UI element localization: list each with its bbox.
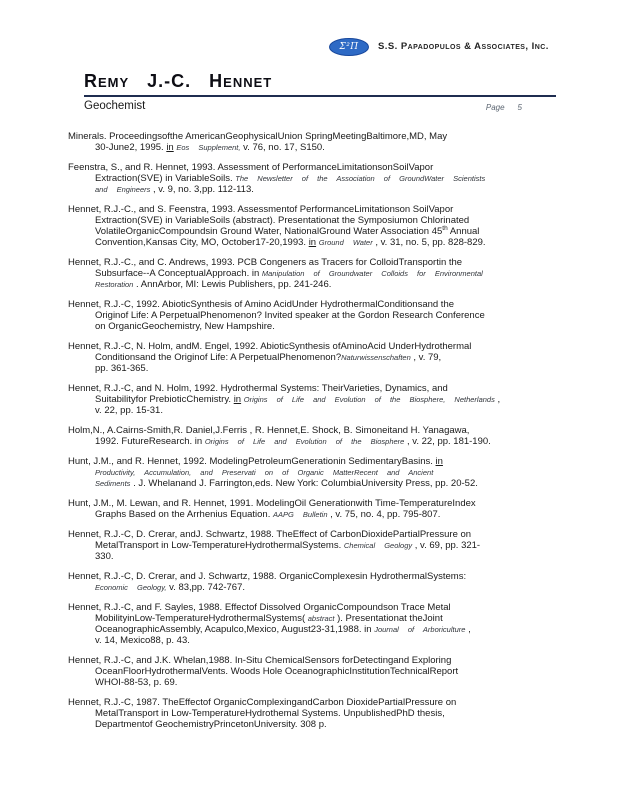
reference-line — [68, 509, 556, 520]
reference-entry — [68, 131, 556, 153]
reference-text-segment: 1992. FutureResearch. in — [95, 436, 205, 447]
reference-text-segment: , v. 69, pp. 321- — [412, 540, 481, 551]
reference-text-segment: Hennet, R.J.-C, N. Holm, andM. Engel, 1992. AbioticSynthesis ofAminoAcid UnderHydrothermal — [68, 341, 472, 352]
reference-text-segment: v. 83,pp. 742-767. — [166, 582, 246, 593]
reference-line — [68, 613, 556, 624]
reference-line — [68, 635, 556, 646]
reference-line — [68, 602, 556, 613]
reference-text-segment: in — [233, 394, 242, 405]
logo-sigma-pi-text: Σ²Π — [339, 41, 359, 52]
reference-text-segment: Originof Life: A PerpetualPhenomenon? Invited speaker at the Gordon Research Conference — [95, 310, 485, 321]
reference-line — [68, 551, 556, 562]
reference-entry — [68, 456, 556, 489]
company-logo-icon — [329, 38, 369, 56]
reference-text-segment: , v. 31, no. 5, pp. 828-829. — [372, 237, 486, 248]
reference-line — [68, 226, 556, 237]
reference-text-segment: Hennet, R.J.-C., and C. Andrews, 1993. PCB Congeners as Tracers for ColloidTransportin the — [68, 257, 463, 268]
reference-text-segment: Annual — [447, 226, 480, 237]
reference-text-segment: Suitabilityfor PrebioticChemistry. — [95, 394, 234, 405]
reference-entry — [68, 299, 556, 332]
reference-text-segment: Extraction(SVE) in VariableSoils. — [95, 173, 236, 184]
reference-text-segment: . J. Whelanand J. Farrington,eds. New York: ColumbiaUniversity Press, pp. 20-52. — [130, 478, 478, 489]
reference-line — [68, 184, 556, 195]
company-name: S.S. Papadopulos & Associates, Inc. — [378, 41, 549, 52]
reference-text-segment: Hennet, R.J.-C, 1987. TheEffectof OrganicComplexingandCarbon DioxidePartialPressure on — [68, 697, 457, 708]
reference-line — [68, 394, 556, 405]
reference-entry — [68, 162, 556, 195]
reference-line — [68, 299, 556, 310]
reference-text-segment: Feenstra, S., and R. Hennet, 1993. Assessment of PerformanceLimitationsonSoilVapor — [68, 162, 434, 173]
reference-text-segment: 30-June2, 1995. — [95, 142, 167, 153]
reference-entry — [68, 571, 556, 593]
reference-line — [68, 363, 556, 374]
company-header — [329, 37, 549, 56]
reference-text-segment: , v. 9, no. 3,pp. 112-113. — [150, 184, 254, 195]
reference-text-segment: Origins of Life and Evolution of the Biosphere — [204, 437, 405, 446]
reference-text-segment: pp. 361-365. — [95, 363, 149, 374]
reference-line — [68, 257, 556, 268]
reference-entry — [68, 529, 556, 562]
reference-text-segment: Extraction(SVE) in VariableSoils (abstract). Presentationat the Symposiumon Chlorinated — [95, 215, 470, 226]
reference-text-segment: MetalTransport in Low-TemperatureHydrothermalSystems. — [95, 540, 344, 551]
reference-text-segment: Convention,Kansas City, MO, October17-20,1993. — [95, 237, 309, 248]
reference-line — [68, 478, 556, 489]
reference-line — [68, 624, 556, 635]
page-indicator — [486, 103, 522, 112]
reference-line — [68, 425, 556, 436]
reference-text-segment: AAPG Bulletin — [272, 510, 328, 519]
reference-text-segment: Hunt, J.M., and R. Hennet, 1992. ModelingPetroleumGenerationin SedimentaryBasins. — [68, 456, 436, 467]
reference-text-segment: in — [435, 456, 443, 467]
reference-text-segment: in — [308, 237, 317, 248]
reference-text-segment: Hunt, J.M., M. Lewan, and R. Hennet, 1991. ModelingOil Generationwith Time-TemperatureIndex — [68, 498, 476, 509]
reference-text-segment: 330. — [95, 551, 114, 562]
reference-text-segment: , — [465, 624, 471, 635]
reference-text-segment: and Engineers — [95, 185, 151, 194]
reference-text-segment: Hennet, R.J.-C, 1992. AbioticSynthesis of Amino AcidUnder HydrothermalConditionsand the — [68, 299, 455, 310]
reference-text-segment: , v. 22, pp. 181-190. — [404, 436, 491, 447]
reference-text-segment: MobilityinLow-TemperatureHydrothermalSystems( — [95, 613, 308, 624]
reference-text-segment: OceanographicAssembly, Acapulco,Mexico, August23-31,1988. in — [95, 624, 375, 635]
reference-line — [68, 268, 556, 279]
reference-entry — [68, 655, 556, 688]
reference-text-segment: VolatileOrganicCompoundsin Ground Water, NationalGround Water Association 45 — [95, 226, 443, 237]
reference-text-segment: , v. 75, no. 4, pp. 795-807. — [327, 509, 441, 520]
reference-line — [68, 571, 556, 582]
reference-text-segment: MetalTransport in Low-TemperatureHydrothemal Systems. UnpublishedPhD thesis, — [95, 708, 445, 719]
reference-line — [68, 529, 556, 540]
reference-text-segment: Hennet, R.J.-C, D. Crerar, andJ. Schwartz, 1988. TheEffect of CarbonDioxidePartialPressure on — [68, 529, 472, 540]
person-title: Geochemist — [84, 100, 146, 112]
reference-text-segment: in — [166, 142, 174, 153]
reference-line — [68, 321, 556, 332]
reference-line — [68, 352, 556, 363]
person-name-heading: Remy J.-C. Hennet — [84, 71, 273, 91]
reference-line — [68, 666, 556, 677]
reference-text-segment: v. 14, Mexico88, p. 43. — [95, 635, 190, 646]
reference-line — [68, 131, 556, 142]
reference-text-segment: Hennet, R.J.-C, and N. Holm, 1992. Hydrothermal Systems: TheirVarieties, Dynamics, and — [68, 383, 448, 394]
reference-text-segment: The Newsletter of the Association of GroundWater Scientists — [235, 174, 486, 183]
reference-text-segment: Chemical Geology — [343, 541, 413, 550]
reference-entry — [68, 257, 556, 290]
reference-text-segment: Conditionsand the Originof Life: A PerpetualPhenomenon? — [95, 352, 342, 363]
reference-text-segment: Manipulation of Groundwater Colloids for Environmental — [261, 269, 483, 278]
reference-line — [68, 341, 556, 352]
reference-text-segment: th — [442, 224, 448, 232]
reference-line — [68, 467, 556, 478]
reference-text-segment: Hennet, R.J.-C, and F. Sayles, 1988. Effectof Dissolved OrganicCompoundson Trace Metal — [68, 602, 451, 613]
reference-line — [68, 708, 556, 719]
reference-text-segment: on OrganicGeochemistry, New Hampshire. — [95, 321, 275, 332]
reference-line — [68, 279, 556, 290]
reference-text-segment: Naturwissenschaften — [341, 353, 411, 362]
reference-text-segment: Hennet, R.J.-C, D. Crerar, and J. Schwartz, 1988. OrganicComplexesin HydrothermalSystems: — [68, 571, 467, 582]
reference-text-segment: Hennet, R.J.-C, and J.K. Whelan,1988. In-Situ ChemicalSensors forDetectingand Exploring — [68, 655, 452, 666]
reference-text-segment: ). Presentationat theJoint — [334, 613, 443, 624]
reference-text-segment: Origins of Life and Evolution of the Biosphere, Netherlands — [243, 395, 495, 404]
reference-text-segment: abstract — [307, 614, 335, 623]
reference-line — [68, 677, 556, 688]
reference-line — [68, 204, 556, 215]
page-number: 5 — [517, 103, 522, 112]
page-label: Page — [485, 103, 505, 112]
header-subtitle-row — [84, 100, 556, 112]
reference-line — [68, 173, 556, 184]
reference-entry — [68, 697, 556, 730]
reference-entry — [68, 498, 556, 520]
reference-text-segment: , v. 79, — [410, 352, 442, 363]
reference-line — [68, 162, 556, 173]
reference-line — [68, 310, 556, 321]
reference-text-segment: Departmentof GeochemistryPrincetonUniversity. 308 p. — [95, 719, 327, 730]
references-list — [68, 131, 556, 739]
reference-line — [68, 237, 556, 248]
reference-entry — [68, 425, 556, 447]
reference-line — [68, 540, 556, 551]
reference-line — [68, 215, 556, 226]
reference-entry — [68, 341, 556, 374]
reference-line — [68, 456, 556, 467]
reference-text-segment: Ground Water — [318, 238, 373, 247]
reference-text-segment: . AnnArbor, MI: Lewis Publishers, pp. 241-246. — [133, 279, 332, 290]
reference-line — [68, 582, 556, 593]
reference-text-segment: Economic Geology, — [95, 583, 167, 592]
reference-line — [68, 719, 556, 730]
reference-text-segment: Eos Supplement, — [176, 143, 241, 152]
reference-text-segment: Holm,N., A.Cairns-Smith,R. Daniel,J.Ferris , R. Hennet,E. Shock, B. Simoneitand H. Yanagawa, — [68, 425, 470, 436]
reference-line — [68, 697, 556, 708]
reference-entry — [68, 383, 556, 416]
reference-text-segment: v. 22, pp. 15-31. — [95, 405, 163, 416]
reference-line — [68, 383, 556, 394]
reference-line — [68, 405, 556, 416]
reference-text-segment: Hennet, R.J.-C., and S. Feenstra, 1993. Assessmentof PerformanceLimitationson SoilVapor — [68, 204, 454, 215]
reference-text-segment: Sediments — [95, 479, 131, 488]
reference-text-segment: Restoration — [95, 280, 134, 289]
reference-line — [68, 436, 556, 447]
reference-text-segment: Minerals. Proceedingsofthe AmericanGeophysicalUnion SpringMeetingBaltimore,MD, May — [68, 131, 448, 142]
reference-line — [68, 498, 556, 509]
reference-line — [68, 655, 556, 666]
reference-text-segment: Subsurface--A ConceptualApproach. in — [95, 268, 262, 279]
reference-entry — [68, 602, 556, 646]
reference-entry — [68, 204, 556, 248]
reference-text-segment: OceanFloorHydrothermalVents. Woods Hole OceanographicInstitutionTechnicalReport — [95, 666, 459, 677]
reference-text-segment: Productivity, Accumulation, and Preservati on of Organic MatterRecent and Ancient — [95, 468, 434, 477]
header-divider — [84, 95, 556, 97]
reference-text-segment: , — [494, 394, 501, 405]
reference-text-segment: v. 76, no. 17, S150. — [240, 142, 325, 153]
reference-line — [68, 142, 556, 153]
reference-text-segment: WHOI-88-53, p. 69. — [95, 677, 178, 688]
reference-text-segment: Graphs Based on the Arrhenius Equation. — [95, 509, 273, 520]
reference-text-segment: Journal of Arboriculture — [374, 625, 466, 634]
